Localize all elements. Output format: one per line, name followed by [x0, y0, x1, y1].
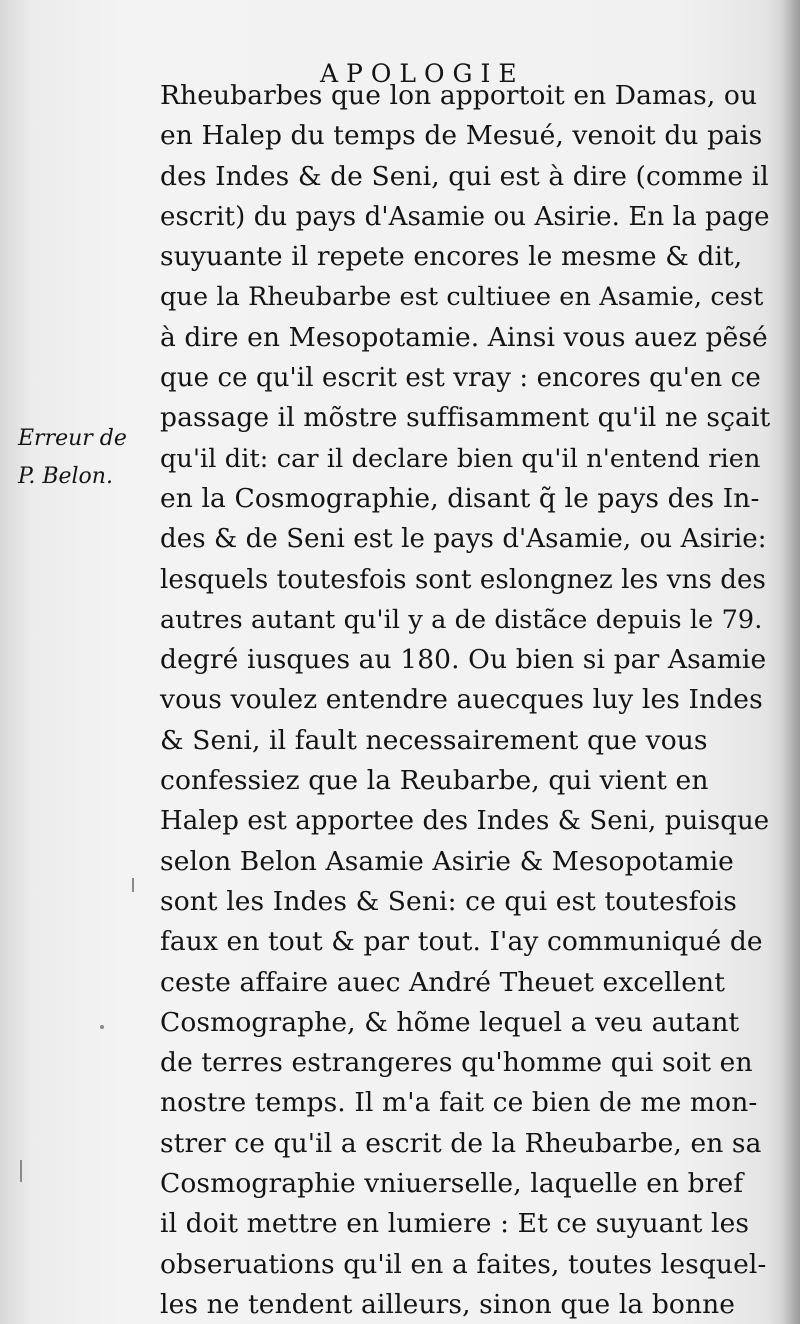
- text-line: que ce qu'il escrit est vray : encores qu'en ce: [160, 363, 761, 394]
- text-line: des Indes & de Seni, qui est à dire (comme il: [160, 160, 769, 192]
- stray-mark: [100, 1025, 104, 1029]
- text-line: de terres estrangeres qu'homme qui soit en: [160, 1047, 753, 1079]
- page-edge-shadow: [782, 0, 800, 1324]
- text-line: nostre temps. Il m'a fait ce bien de me mon-: [160, 1087, 758, 1119]
- margin-note-line: P. Belon.: [18, 464, 113, 489]
- text-line: Rheubarbes que lon apportoit en Damas, ou: [160, 80, 758, 111]
- text-line: les ne tendent ailleurs, sinon que la bonne: [160, 1288, 736, 1320]
- text-line: à dire en Mesopotamie. Ainsi vous auez pẽsé: [160, 321, 768, 353]
- text-line: escrit) du pays d'Asamie ou Asirie. En la page: [160, 201, 770, 232]
- text-line: que la Rheubarbe est cultiuee en Asamie, cest: [160, 282, 764, 313]
- text-line: il doit mettre en lumiere : Et ce suyuant les: [160, 1208, 750, 1240]
- text-line: sont les Indes & Seni: ce qui est toutesfois: [160, 885, 737, 917]
- text-line: des & de Seni est le pays d'Asamie, ou Asirie:: [160, 524, 767, 555]
- text-line: suyuante il repete encores le mesme & dit,: [160, 241, 743, 273]
- margin-note: [18, 420, 156, 496]
- running-head: APOLOGIE: [320, 59, 525, 88]
- text-line: Halep est apportee des Indes & Seni, puisque: [160, 806, 770, 837]
- stray-mark: [20, 1160, 22, 1182]
- text-line: en la Cosmographie, disant q̃ le pays des In-: [160, 482, 760, 514]
- text-line: ceste affaire auec André Theuet excellent: [160, 966, 725, 998]
- text-line: Cosmographe, & hõme lequel a veu autant: [160, 1006, 740, 1038]
- text-line: vous voulez entendre auecques luy les Indes: [160, 684, 763, 716]
- text-line: strer ce qu'il a escrit de la Rheubarbe, en sa: [160, 1127, 762, 1159]
- text-line: faux en tout & par tout. I'ay communiqué de: [160, 926, 763, 958]
- text-line: & Seni, il fault necessairement que vous: [160, 724, 708, 756]
- text-line: obseruations qu'il en a faites, toutes lesquel-: [160, 1248, 767, 1280]
- text-line: selon Belon Asamie Asirie & Mesopotamie: [160, 845, 734, 877]
- text-line: Cosmographie vniuerselle, laquelle en bref: [160, 1168, 744, 1200]
- text-line: autres autant qu'il y a de distãce depuis le 79.: [160, 604, 763, 635]
- stray-mark: [132, 878, 134, 892]
- text-line: lesquels toutesfois sont eslongnez les vns des: [160, 564, 766, 595]
- margin-note-line: Erreur de: [18, 426, 127, 451]
- text-line: en Halep du temps de Mesué, venoit du pais: [160, 120, 763, 152]
- text-line: passage il mõstre suffisamment qu'il ne sçait: [160, 402, 771, 434]
- text-line: confessiez que la Reubarbe, qui vient en: [160, 765, 709, 797]
- text-line: degré iusques au 180. Ou bien si par Asamie: [160, 644, 767, 676]
- text-line: qu'il dit: car il declare bien qu'il n'entend rien: [160, 443, 761, 474]
- body-text: [160, 76, 771, 1320]
